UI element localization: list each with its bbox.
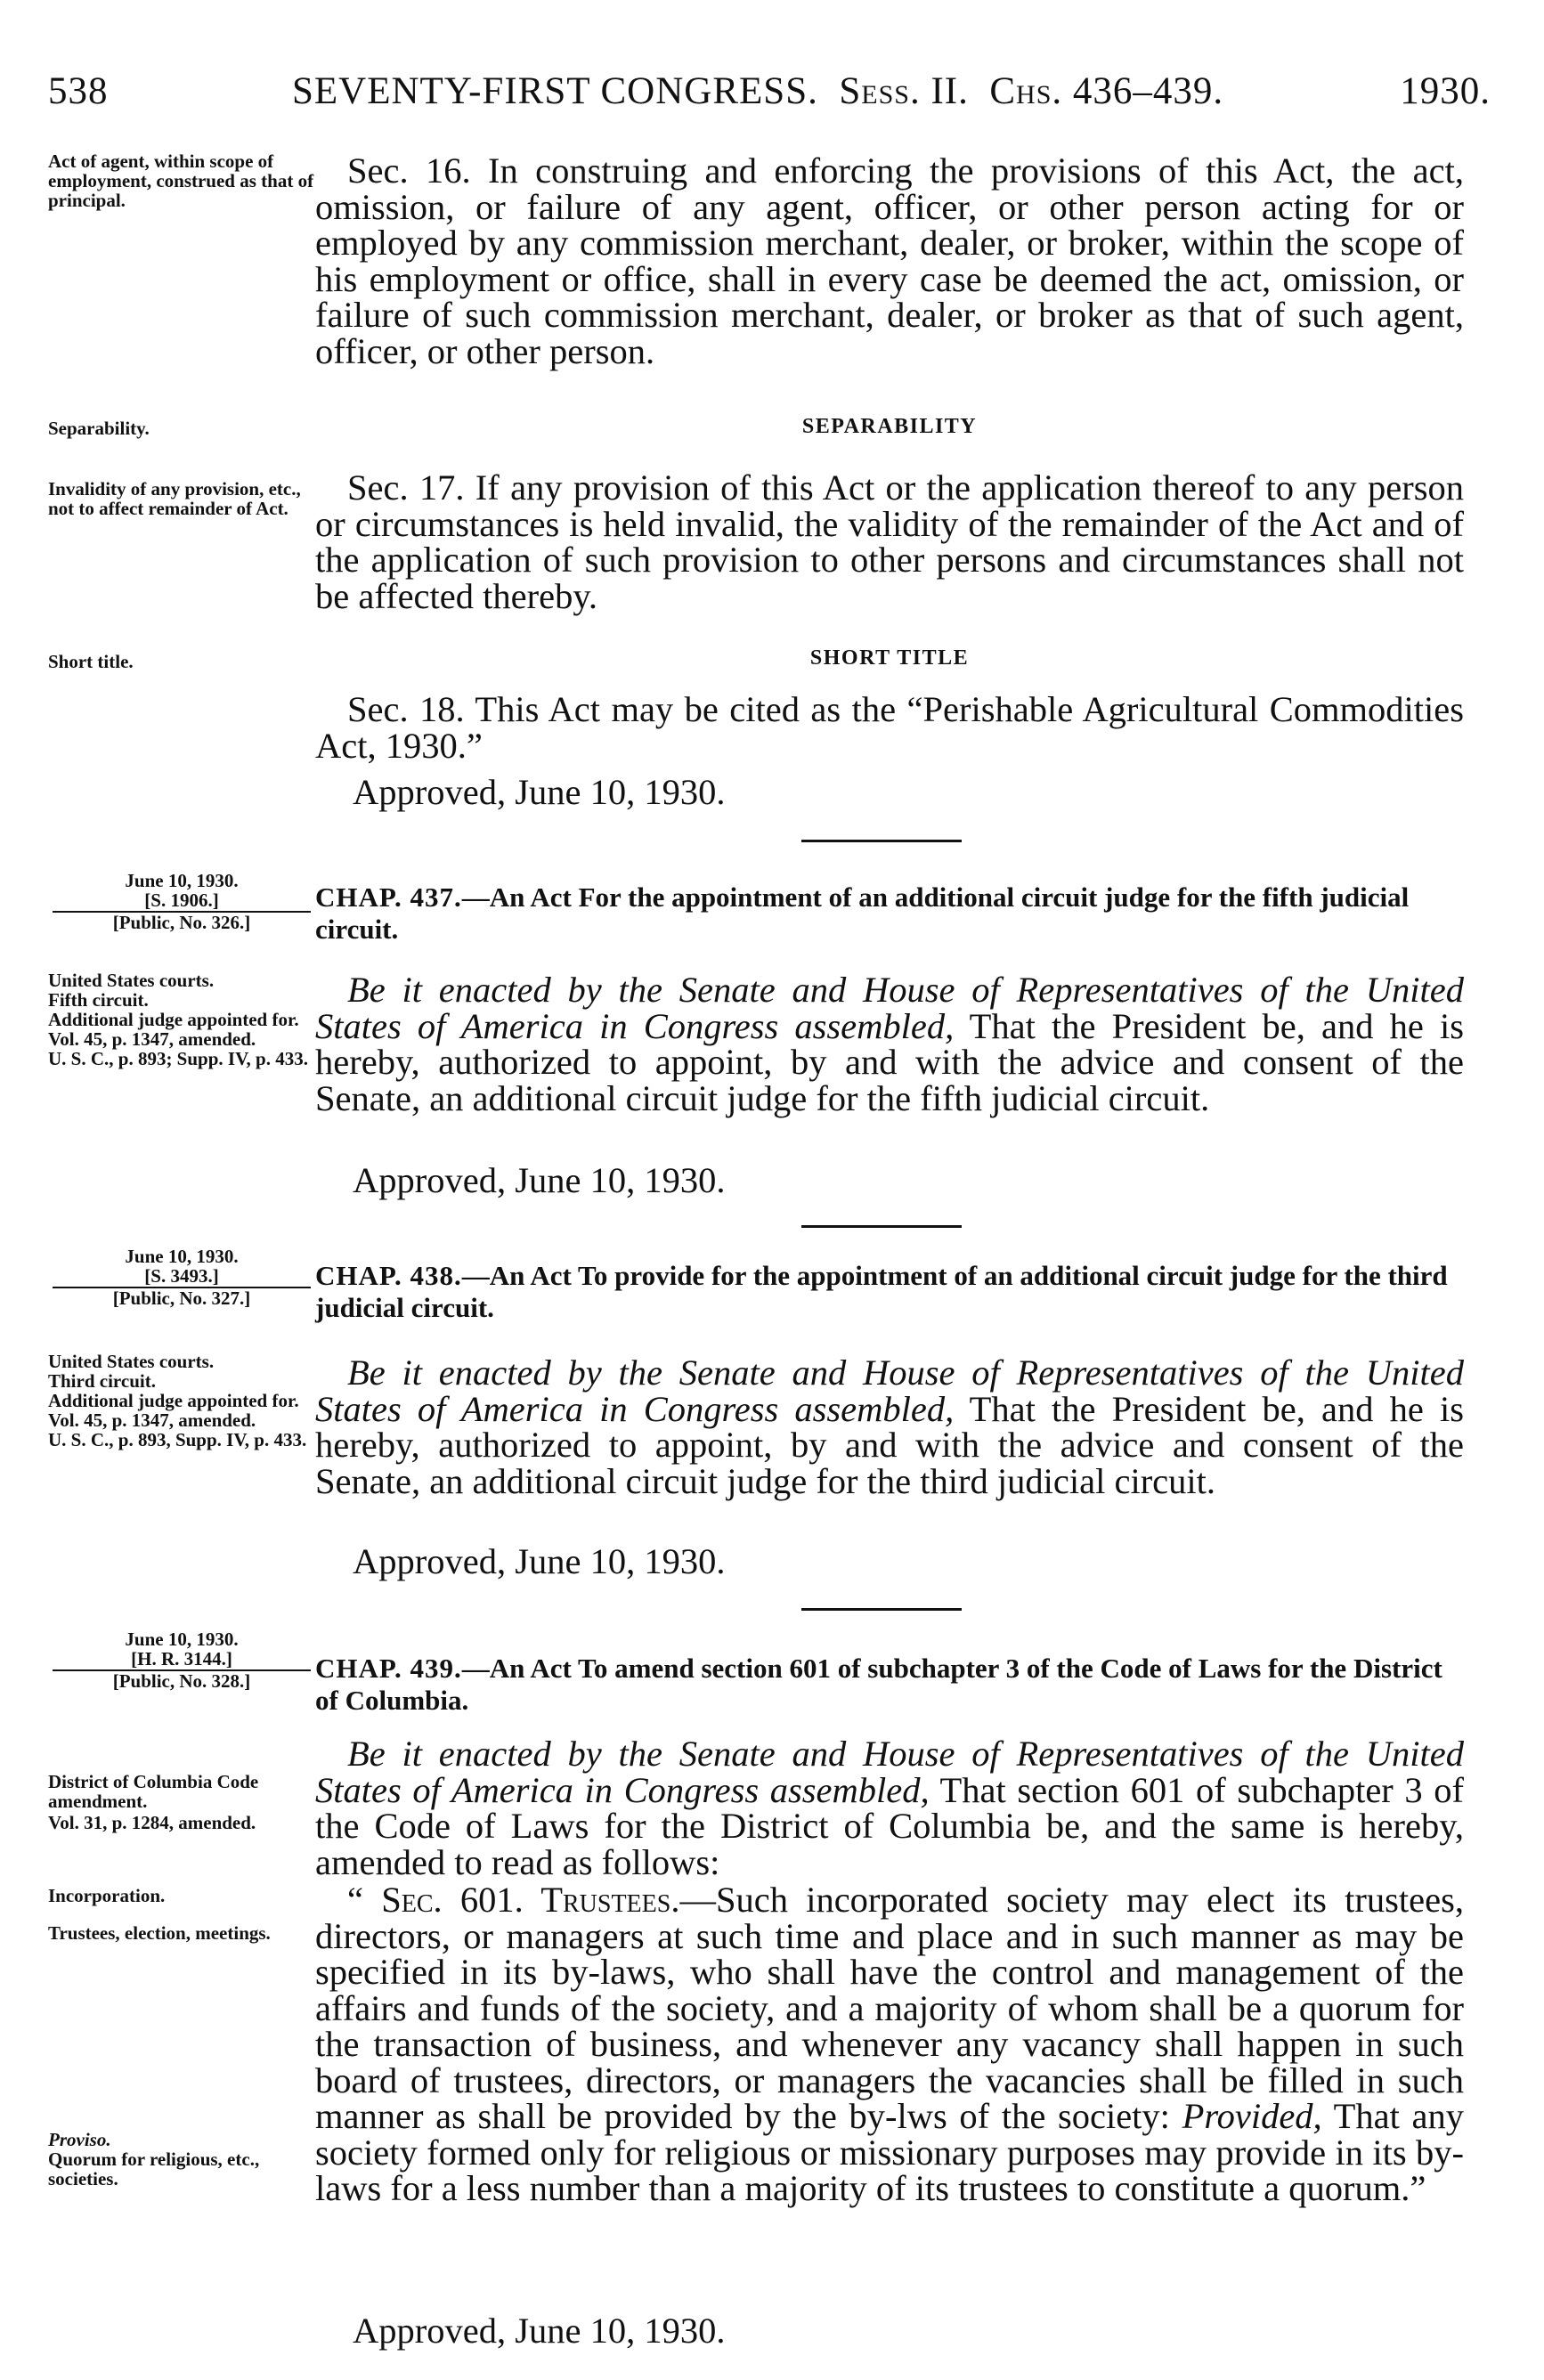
short-title-heading: SHORT TITLE (809, 646, 970, 670)
chap439-provided: Provided, (1182, 2096, 1322, 2136)
chap437-label: CHAP. 437. (315, 881, 462, 913)
chap437-margin-2: Fifth circuit. (48, 989, 149, 1011)
chap439-sec601-text2: That any society formed only for religious or missionary purposes may provide in its by-laws for a less number than a majority of its trustees to constitute a quorum.” (315, 2096, 1464, 2208)
chap438-text: That the President be, and he is hereby, authorized to appoint, by and with the advice and consent of the Senate, an additional circuit judge for the third judicial circuit. (315, 1388, 1464, 1501)
chap438-heading (315, 1260, 1464, 1324)
chap438-margin-5: U. S. C., p. 893, Supp. IV, p. 433. (48, 1429, 307, 1450)
approved-chap439: Approved, June 10, 1930. (353, 2311, 726, 2351)
chap438-title: —An Act To provide for the appointment of an additional circuit judge for the third judicial circuit. (315, 1260, 1448, 1323)
chap439-heading (315, 1653, 1464, 1717)
separability-heading: SEPARABILITY (801, 415, 978, 438)
chap437-body (315, 972, 1464, 1117)
chap439-bill: [H. R. 3144.] (131, 1648, 232, 1669)
chap439-label: CHAP. 439. (315, 1653, 462, 1684)
margin-note-separability: Separability. (48, 418, 150, 439)
sec18-text: Sec. 18. This Act may be cited as the “Perishable Agricultural Commodities Act, 1930.” (315, 689, 1464, 766)
header-session: Sess. II. (839, 70, 969, 112)
divider-2 (801, 1225, 962, 1228)
chap438-stamp (48, 1247, 315, 1308)
chap437-margin-notes (48, 971, 315, 1068)
page-number: 538 (48, 70, 109, 112)
running-header (48, 69, 1491, 123)
chap439-margin-3: Incorporation. (48, 1885, 166, 1906)
margin-note-sec17: Invalidity of any provision, etc., not to affect remainder of Act. (48, 478, 301, 519)
chap437-heading (315, 881, 1464, 946)
sec17-text: Sec. 17. If any provision of this Act or the application thereof to any person or circumstances is held invalid, the validity of the remainder of the Act and of the application of such provision to other persons and circumstances shall not be affected thereby. (315, 467, 1464, 616)
chap439-margin-6: Quorum for religious, etc., societies. (48, 2148, 260, 2189)
chap438-margin-4: Vol. 45, p. 1347, amended. (48, 1409, 256, 1431)
chap439-title: —An Act To amend section 601 of subchapter 3 of the Code of Laws for the District of Columbia. (315, 1653, 1442, 1716)
chap437-margin-5: U. S. C., p. 893; Supp. IV, p. 433. (48, 1048, 308, 1069)
divider-1 (801, 840, 962, 842)
chap438-enacting: Be it enacted by the Senate and House of Representatives of the United States of America in Congress assembled, (315, 1352, 1464, 1429)
chap437-title: —An Act For the appointment of an additional circuit judge for the fifth judicial circuit. (315, 881, 1410, 945)
chap438-margin-2: Third circuit. (48, 1370, 156, 1392)
header-congress: SEVENTY-FIRST CONGRESS. (292, 70, 818, 112)
chap439-sec601 (315, 1882, 1464, 2207)
chap439-public: [Public, No. 328.] (112, 1670, 251, 1692)
chap438-margin-3: Additional judge appointed for. (48, 1390, 299, 1411)
chap437-margin-4: Vol. 45, p. 1347, amended. (48, 1028, 256, 1050)
chap439-body (315, 1736, 1464, 1880)
chap437-enacting: Be it enacted by the Senate and House of Representatives of the United States of America in Congress assembled, (315, 970, 1464, 1046)
chap439-date: June 10, 1930. (125, 1629, 239, 1650)
chap437-bill: [S. 1906.] (144, 889, 219, 911)
header-year: 1930. (1400, 70, 1491, 112)
chap439-text: That section 601 of subchapter 3 of the Code of Laws for the District of Columbia be, and the same is hereby, amended to read as follows: (315, 1769, 1464, 1882)
chap438-date: June 10, 1930. (125, 1246, 239, 1267)
chap439-stamp (48, 1629, 315, 1691)
chap437-margin-3: Additional judge appointed for. (48, 1009, 299, 1030)
chap438-public: [Public, No. 327.] (112, 1287, 251, 1309)
divider-3 (801, 1608, 962, 1611)
approved-chap437: Approved, June 10, 1930. (353, 1160, 726, 1200)
chap438-bill: [S. 3493.] (144, 1265, 219, 1287)
chap439-margin-1: District of Columbia Code amendment. (48, 1771, 259, 1812)
chap437-date: June 10, 1930. (125, 870, 239, 891)
header-center (292, 69, 1223, 113)
chap437-text: That the President be, and he is hereby, authorized to appoint, by and with the advice and consent of the Senate, an additional circuit judge for the fifth judicial circuit. (315, 1005, 1464, 1118)
approved-sec18: Approved, June 10, 1930. (353, 772, 726, 812)
chap437-margin-1: United States courts. (48, 970, 215, 991)
chap438-label: CHAP. 438. (315, 1260, 462, 1291)
chap439-margin-2: Vol. 31, p. 1284, amended. (48, 1812, 256, 1833)
margin-note-short-title: Short title. (48, 651, 134, 672)
chap439-margin-4: Trustees, election, meetings. (48, 1922, 271, 1944)
chap439-margin-5: Proviso. (48, 2129, 111, 2150)
chap439-sec601-label: “ Sec. 601. Trustees. (347, 1880, 680, 1920)
header-chapters: Chs. 436–439. (989, 70, 1224, 112)
chap438-margin-1: United States courts. (48, 1351, 215, 1372)
chap439-sec601-text: —Such incorporated society may elect its trustees, directors, or managers at such time and place and in such manner as may be specified in its by-laws, who shall have the control and management of the affairs and funds of the society, and a majority of whom shall be a quorum for the transaction of business, and whenever any vacancy shall happen in such board of trustees, directors, or managers the vacancies shall be filled in such manner as shall be provided by the by-lws of the society: (315, 1880, 1465, 2136)
chap437-stamp (48, 871, 315, 932)
chap439-enacting: Be it enacted by the Senate and House of Representatives of the United States of America in Congress assembled, (315, 1734, 1464, 1810)
margin-note-sec16: Act of agent, within scope of employment, construed as that of principal. (48, 150, 314, 211)
sec16-text: Sec. 16. In construing and enforcing the provisions of this Act, the act, omission, or failure of any agent, officer, or other person acting for or employed by any commission merchant, dealer, or broker, within the scope of his employment or office, shall in every case be deemed the act, omission, or failure of such commission merchant, dealer, or broker as that of such agent, officer, or other person. (315, 150, 1464, 371)
chap437-public: [Public, No. 326.] (112, 912, 251, 933)
chap438-margin-notes (48, 1352, 315, 1450)
chap438-body (315, 1352, 1464, 1501)
approved-chap438: Approved, June 10, 1930. (353, 1541, 726, 1581)
